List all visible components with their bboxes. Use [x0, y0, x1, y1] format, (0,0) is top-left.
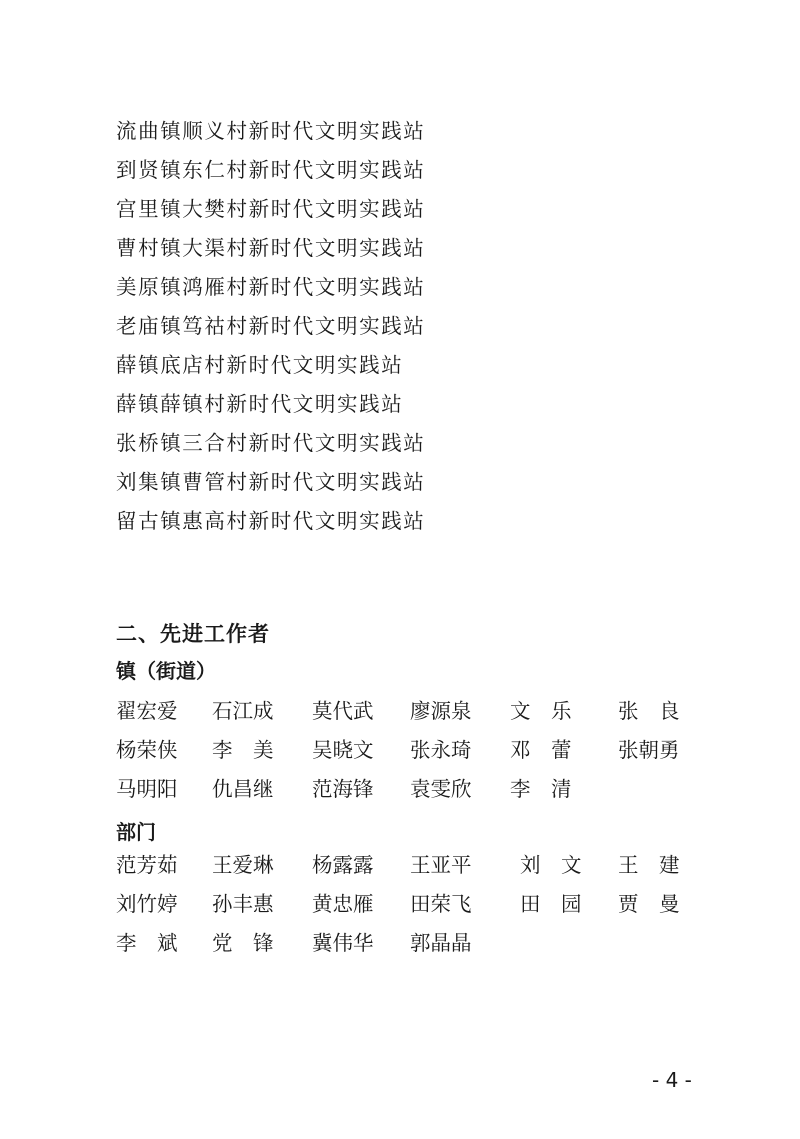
person-name: 田荣飞	[410, 892, 472, 916]
station-item: 到贤镇东仁村新时代文明实践站	[116, 158, 426, 182]
station-item: 美原镇鸿雁村新时代文明实践站	[116, 275, 426, 299]
station-item: 老庙镇笃祜村新时代文明实践站	[116, 314, 426, 338]
station-item: 张桥镇三合村新时代文明实践站	[116, 431, 426, 455]
station-list	[116, 112, 476, 541]
person-name: 王 建	[618, 853, 680, 877]
person-name: 田 园	[520, 892, 582, 916]
page-number: - 4 -	[652, 1068, 692, 1092]
person-name: 贾 曼	[618, 892, 680, 916]
town-name-grid	[116, 692, 716, 809]
station-item: 留古镇惠高村新时代文明实践站	[116, 509, 426, 533]
person-name: 翟宏爱	[116, 699, 178, 723]
name-row	[116, 924, 716, 963]
person-name: 袁雯欣	[410, 777, 472, 801]
person-name: 孙丰惠	[212, 892, 274, 916]
station-item: 薛镇底店村新时代文明实践站	[116, 353, 404, 377]
name-row	[116, 846, 716, 885]
person-name: 吴晓文	[312, 738, 374, 762]
department-subheading: 部门	[116, 820, 156, 844]
person-name: 张朝勇	[618, 738, 680, 762]
person-name: 莫代武	[312, 699, 374, 723]
person-name: 刘竹婷	[116, 892, 178, 916]
station-item: 流曲镇顺义村新时代文明实践站	[116, 119, 426, 143]
person-name: 张永琦	[410, 738, 472, 762]
person-name: 王亚平	[410, 853, 472, 877]
station-item: 曹村镇大渠村新时代文明实践站	[116, 236, 426, 260]
name-row	[116, 885, 716, 924]
town-subheading: 镇（街道）	[116, 659, 216, 683]
person-name: 杨露露	[312, 853, 374, 877]
person-name: 廖源泉	[410, 699, 472, 723]
person-name: 李 美	[212, 738, 274, 762]
person-name: 杨荣侠	[116, 738, 178, 762]
person-name: 李 清	[510, 777, 572, 801]
person-name: 黄忠雁	[312, 892, 374, 916]
person-name: 刘 文	[520, 853, 582, 877]
person-name: 李 斌	[116, 931, 178, 955]
person-name: 王爱琳	[212, 853, 274, 877]
person-name: 仇昌继	[212, 777, 274, 801]
department-name-grid	[116, 846, 716, 963]
name-row	[116, 692, 716, 731]
station-item: 宫里镇大樊村新时代文明实践站	[116, 197, 426, 221]
person-name: 马明阳	[116, 777, 178, 801]
station-item: 刘集镇曹管村新时代文明实践站	[116, 470, 426, 494]
person-name: 冀伟华	[312, 931, 374, 955]
person-name: 文 乐	[510, 699, 572, 723]
person-name: 石江成	[212, 699, 274, 723]
person-name: 范芳茹	[116, 853, 178, 877]
person-name: 范海锋	[312, 777, 374, 801]
name-row	[116, 770, 716, 809]
person-name: 郭晶晶	[410, 931, 472, 955]
person-name: 邓 蕾	[510, 738, 572, 762]
station-item: 薛镇薛镇村新时代文明实践站	[116, 392, 404, 416]
name-row	[116, 731, 716, 770]
person-name: 张 良	[618, 699, 680, 723]
person-name: 党 锋	[212, 931, 274, 955]
section-heading: 二、先进工作者	[116, 622, 270, 646]
